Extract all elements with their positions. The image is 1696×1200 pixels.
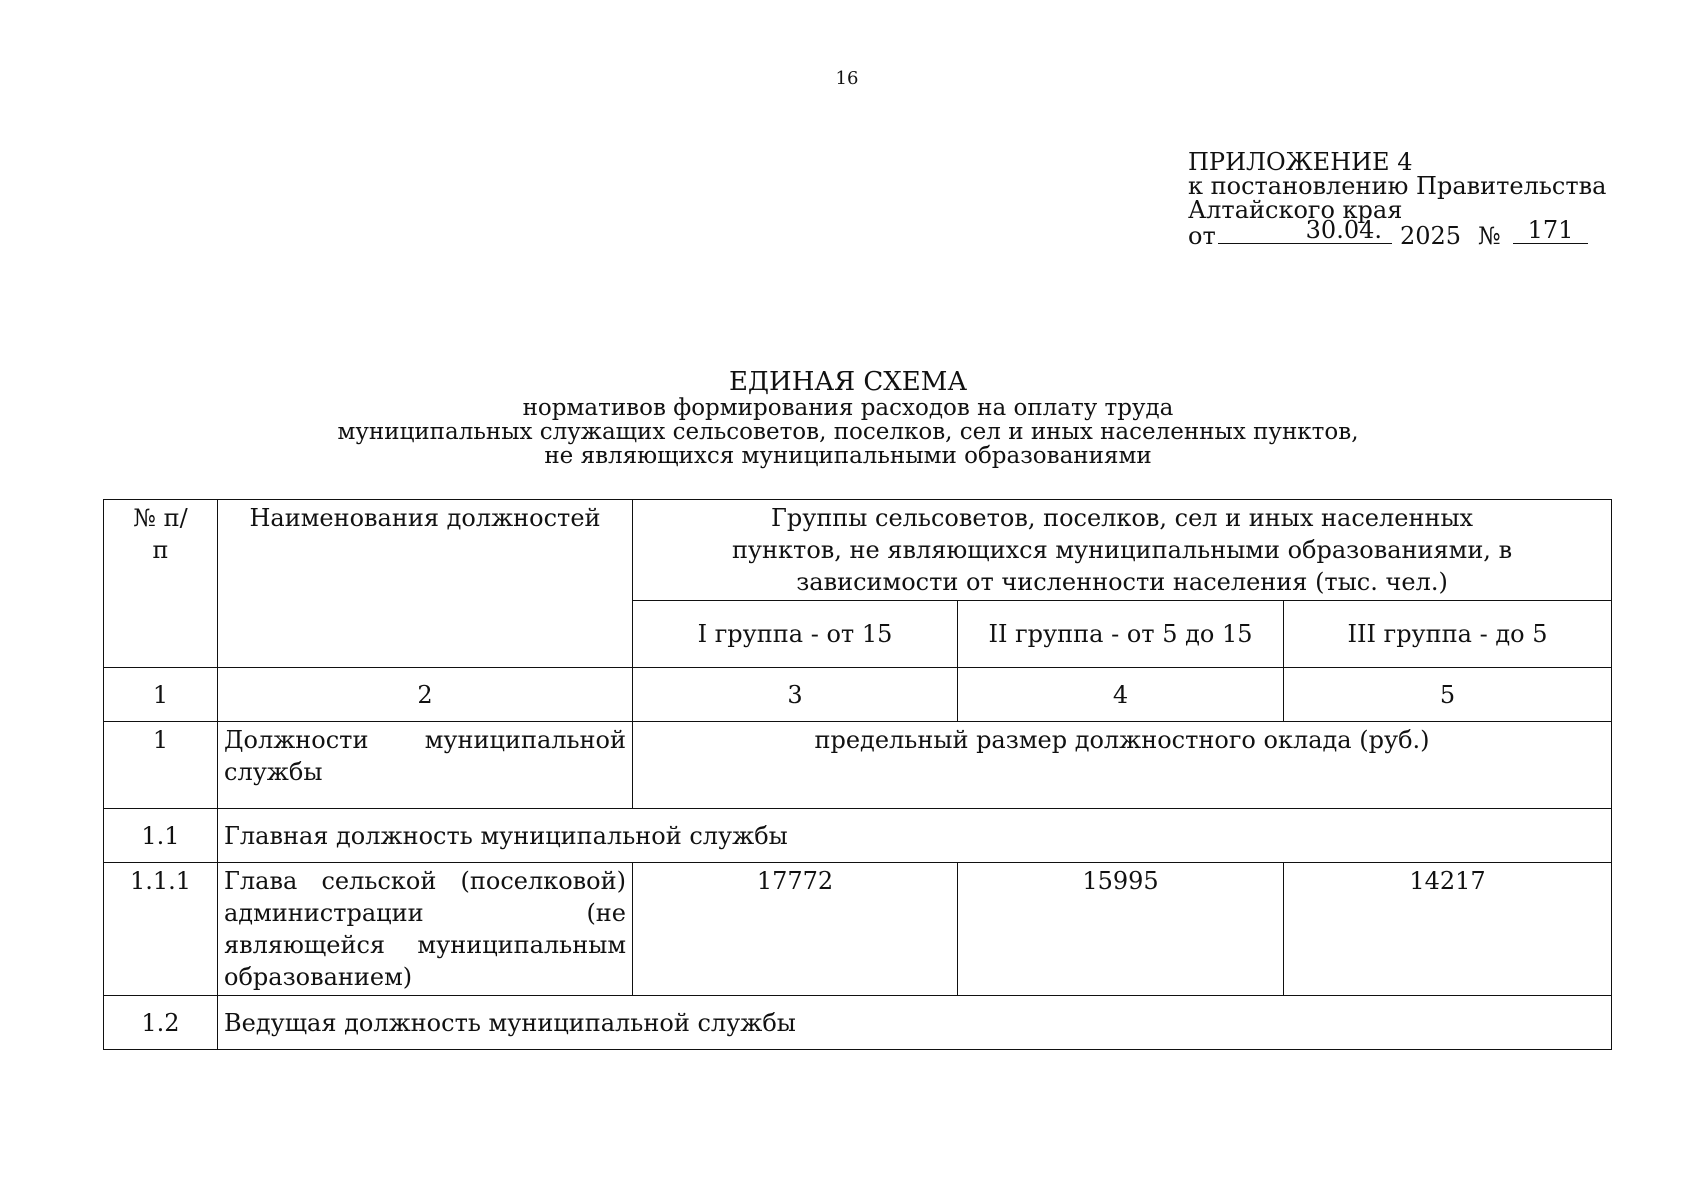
year-label: 2025: [1400, 222, 1462, 250]
header-groups: Группы сельсоветов, поселков, сел и иных населенных пунктов, не являющихся муниципальными образованиями, в зависимости от численности населения (тыс. чел.): [633, 500, 1612, 601]
col-number-4: 4: [958, 668, 1284, 722]
row-name: Глава сельской (поселковой) администрации (не являющейся муниципальным образованием): [218, 863, 633, 996]
number-field: 171: [1513, 218, 1588, 244]
row-name: Главная должность муниципальной службы: [218, 809, 1612, 863]
annex-header: [1188, 150, 1608, 252]
col-number-5: 5: [1284, 668, 1612, 722]
document-title: ЕДИНАЯ СХЕМА: [728, 367, 968, 397]
from-label: от: [1188, 222, 1216, 250]
col-number-1: 1: [104, 668, 218, 722]
row-num: 1: [104, 722, 218, 809]
row-num: 1.1: [104, 809, 218, 863]
row-span-text: предельный размер должностного оклада (руб.): [633, 722, 1612, 809]
table-row: [104, 863, 1612, 996]
table-row: [104, 996, 1612, 1050]
row-value-group-2: 15995: [958, 863, 1284, 996]
row-value-group-3: 14217: [1284, 863, 1612, 996]
annex-date-line: [1188, 216, 1608, 252]
heading-line-4: не являющихся муниципальными образованиями: [544, 443, 1152, 469]
table-row: [104, 809, 1612, 863]
header-group-3: III группа - до 5: [1284, 601, 1612, 668]
annex-title: ПРИЛОЖЕНИЕ 4: [1188, 148, 1413, 176]
salary-scheme-table: [103, 499, 1612, 1050]
header-num: № п/п: [104, 500, 218, 668]
page-number: 16: [835, 68, 859, 89]
heading-line-2: нормативов формирования расходов на оплату труда: [522, 395, 1174, 421]
number-sign: №: [1478, 222, 1501, 250]
header-group-1: I группа - от 15: [633, 601, 958, 668]
header-row: [104, 500, 1612, 601]
row-num: 1.2: [104, 996, 218, 1050]
col-number-3: 3: [633, 668, 958, 722]
table-row: [104, 722, 1612, 809]
annex-line-3: Алтайского края: [1188, 196, 1403, 224]
document-heading: [0, 368, 1696, 468]
row-name: Должности муниципальной службы: [218, 722, 633, 809]
header-group-2: II группа - от 5 до 15: [958, 601, 1284, 668]
heading-line-3: муниципальных служащих сельсоветов, поселков, сел и иных населенных пунктов,: [337, 419, 1359, 445]
row-name: Ведущая должность муниципальной службы: [218, 996, 1612, 1050]
row-value-group-1: 17772: [633, 863, 958, 996]
date-field: 30.04.: [1218, 218, 1392, 244]
annex-line-2: к постановлению Правительства: [1188, 172, 1607, 200]
header-name: Наименования должностей: [218, 500, 633, 668]
row-num: 1.1.1: [104, 863, 218, 996]
column-numbers-row: [104, 668, 1612, 722]
col-number-2: 2: [218, 668, 633, 722]
